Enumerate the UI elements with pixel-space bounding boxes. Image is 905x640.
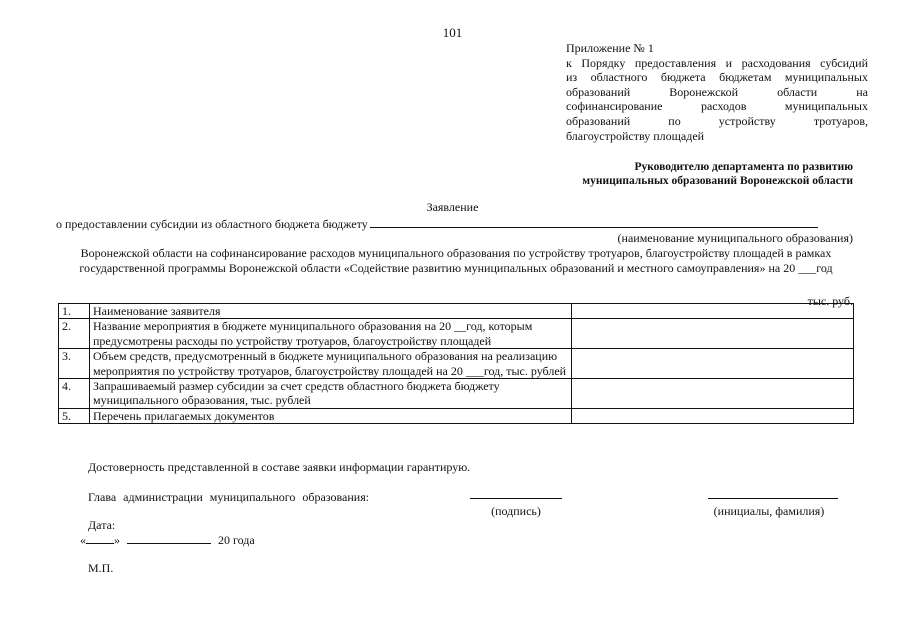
row-number: 2. [59,319,90,349]
page-number: 101 [442,25,463,40]
date-month-field[interactable] [127,532,211,544]
table-row [59,379,854,409]
table-row [59,408,854,423]
date-day-field[interactable] [86,532,114,544]
appendix-line: к Порядку предоставления и расходования субсидий [566,55,868,70]
row-value-cell[interactable] [572,379,854,409]
appendix-line: образований по устройству тротуаров, [566,113,868,128]
application-table [58,303,854,424]
date-label: Дата: [88,518,116,532]
statement-first-line [56,216,818,232]
row-value-cell[interactable] [572,349,854,379]
signature-line[interactable] [470,488,562,499]
initials-caption: (инициалы, фамилия) [713,504,825,518]
initials-line[interactable] [708,488,838,499]
row-value-cell[interactable] [572,319,854,349]
date-close-quote: » [114,533,120,547]
appendix-title: Приложение № 1 [566,41,654,55]
date-year-label: 20 года [218,533,255,547]
row-number: 5. [59,408,90,423]
row-label: Название мероприятия в бюджете муниципального образования на 20 __год, которым предусмотрены расходы по устройству тротуаров, благоустройству площадей [90,319,572,349]
appendix-line: благоустройству площадей [566,128,705,143]
statement-prefix: о предоставлении субсидии из областного бюджета бюджету [56,217,368,231]
stamp-place: М.П. [88,561,114,575]
table-row [59,304,854,319]
row-number: 1. [59,304,90,319]
row-number: 4. [59,379,90,409]
appendix-line: софинансирование расходов муниципальных [566,99,868,114]
row-label: Наименование заявителя [90,304,572,319]
date-open-quote: « [80,533,86,547]
municipality-name-field[interactable] [370,216,818,228]
currency-unit: тыс. руб. [807,294,853,308]
table-row [59,319,854,349]
head-of-administration-label: Глава администрации муниципального образования: [88,490,370,504]
assurance-text: Достоверность представленной в составе заявки информации гарантирую. [88,460,471,474]
date-row [80,532,255,548]
appendix-line: из областного бюджета бюджетам муниципальных [566,70,868,85]
appendix-line: образований Воронежской области на [566,84,868,99]
addressee-block [582,160,853,188]
appendix-block [566,41,868,143]
row-number: 3. [59,349,90,379]
row-label: Перечень прилагаемых документов [90,408,572,423]
document-title: Заявление [426,200,479,214]
addressee-line-2: муниципальных образований Воронежской области [582,175,853,187]
row-value-cell[interactable] [572,304,854,319]
statement-paragraph: Воронежской области на софинансирование расходов муниципального образования по устройству тротуаров, благоустройству площадей в рамках государственной программы Воронежской области «Содействие развитию муниципальных образований и местного самоуправления» на 20 ___год [79,246,833,275]
signature-caption: (подпись) [491,504,541,518]
row-label: Запрашиваемый размер субсидии за счет средств областного бюджета бюджету муниципального образования, тыс. рублей [90,379,572,409]
row-label: Объем средств, предусмотренный в бюджете муниципального образования на реализацию мероприятия по устройству тротуаров, благоустройству площадей на 20 ___год, тыс. рублей [90,349,572,379]
row-value-cell[interactable] [572,408,854,423]
municipality-name-hint: (наименование муниципального образования) [617,231,853,245]
table-row [59,349,854,379]
addressee-line-1: Руководителю департамента по развитию [634,161,853,173]
